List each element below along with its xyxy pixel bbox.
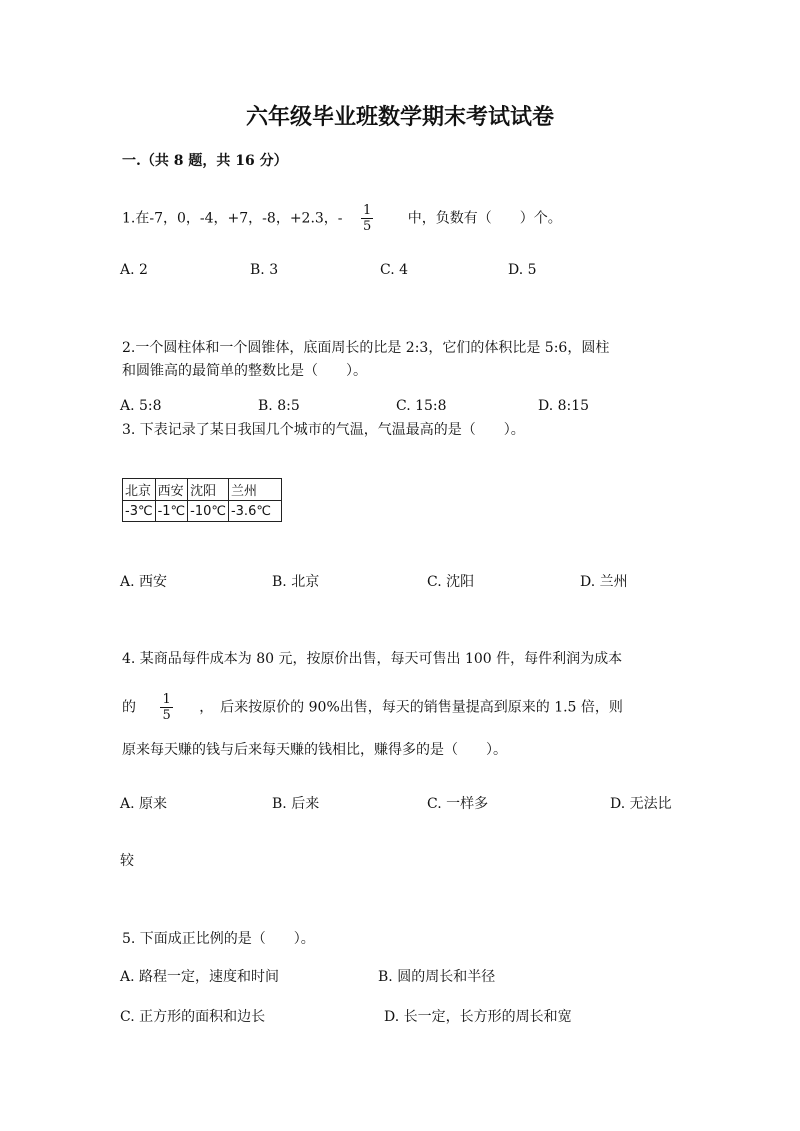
q5-option-d: D. 长一定，长方形的周长和宽 bbox=[384, 1009, 572, 1025]
temperature-row bbox=[123, 501, 282, 522]
table-cell: -3.6℃ bbox=[228, 501, 281, 522]
table-cell: 沈阳 bbox=[188, 479, 229, 501]
q1-option-d: D. 5 bbox=[508, 262, 537, 278]
fraction-denominator: 5 bbox=[162, 708, 171, 723]
fraction-denominator: 5 bbox=[363, 219, 372, 234]
q2-option-b: B. 8:5 bbox=[258, 398, 300, 414]
q4-option-c: C. 一样多 bbox=[427, 796, 489, 812]
q5-option-c: C. 正方形的面积和边长 bbox=[120, 1009, 266, 1025]
q4-option-b: B. 后来 bbox=[272, 796, 320, 812]
fraction-numerator: 1 bbox=[363, 203, 372, 218]
q3-option-a: A. 西安 bbox=[120, 574, 168, 590]
question-4-text-after: ， 后来按原价的 90%出售，每天的销售量提高到原来的 1.5 倍，则 bbox=[199, 699, 623, 716]
q5-option-a: A. 路程一定，速度和时间 bbox=[120, 969, 280, 985]
question-4-text-before: 的 bbox=[122, 699, 136, 716]
q1-option-c: C. 4 bbox=[380, 262, 409, 278]
question-4-line-2 bbox=[122, 692, 623, 723]
table-cell: 兰州 bbox=[228, 479, 281, 501]
q1-option-b: B. 3 bbox=[250, 262, 279, 278]
q5-option-b: B. 圆的周长和半径 bbox=[378, 969, 496, 985]
table-cell: -3℃ bbox=[123, 501, 156, 522]
table-cell: 西安 bbox=[155, 479, 188, 501]
fraction-numerator: 1 bbox=[162, 692, 171, 707]
q3-option-d: D. 兰州 bbox=[580, 574, 628, 590]
q2-option-c: C. 15:8 bbox=[396, 398, 447, 414]
q2-option-d: D. 8:15 bbox=[538, 398, 590, 414]
section-heading: 一.（共 8 题，共 16 分） bbox=[122, 153, 288, 169]
table-cell: -1℃ bbox=[155, 501, 188, 522]
q4-option-d: D. 无法比 bbox=[610, 796, 672, 812]
table-cell: -10℃ bbox=[188, 501, 229, 522]
city-row bbox=[123, 479, 282, 501]
question-3-text: 3. 下表记录了某日我国几个城市的气温，气温最高的是（ ）。 bbox=[122, 422, 525, 438]
question-1-text-after: 中，负数有（ ）个。 bbox=[407, 210, 562, 227]
question-2-line-1: 2.一个圆柱体和一个圆锥体，底面周长的比是 2:3，它们的体积比是 5:6，圆柱 bbox=[122, 340, 610, 356]
question-2-line-2: 和圆锥高的最简单的整数比是（ ）。 bbox=[122, 363, 367, 379]
question-5-text: 5. 下面成正比例的是（ ）。 bbox=[122, 931, 315, 947]
question-4-fraction bbox=[160, 692, 172, 723]
q1-option-a: A. 2 bbox=[120, 262, 148, 278]
q2-option-a: A. 5:8 bbox=[120, 398, 162, 414]
q4-option-a: A. 原来 bbox=[120, 796, 168, 812]
question-1-fraction bbox=[361, 203, 373, 234]
q3-option-b: B. 北京 bbox=[272, 574, 320, 590]
question-4-line-3: 原来每天赚的钱与后来每天赚的钱相比，赚得多的是（ ）。 bbox=[122, 742, 507, 758]
question-1-text-before: 1.在-7，0，-4，+7，-8，+2.3，- bbox=[122, 210, 343, 227]
question-1 bbox=[122, 203, 562, 234]
q4-option-d-wrap: 较 bbox=[120, 853, 134, 869]
page-title: 六年级毕业班数学期末考试试卷 bbox=[245, 104, 554, 130]
temperature-table bbox=[122, 478, 282, 522]
q3-option-c: C. 沈阳 bbox=[427, 574, 475, 590]
table-cell: 北京 bbox=[123, 479, 156, 501]
question-4-line-1: 4. 某商品每件成本为 80 元，按原价出售，每天可售出 100 件，每件利润为成本 bbox=[122, 651, 623, 667]
